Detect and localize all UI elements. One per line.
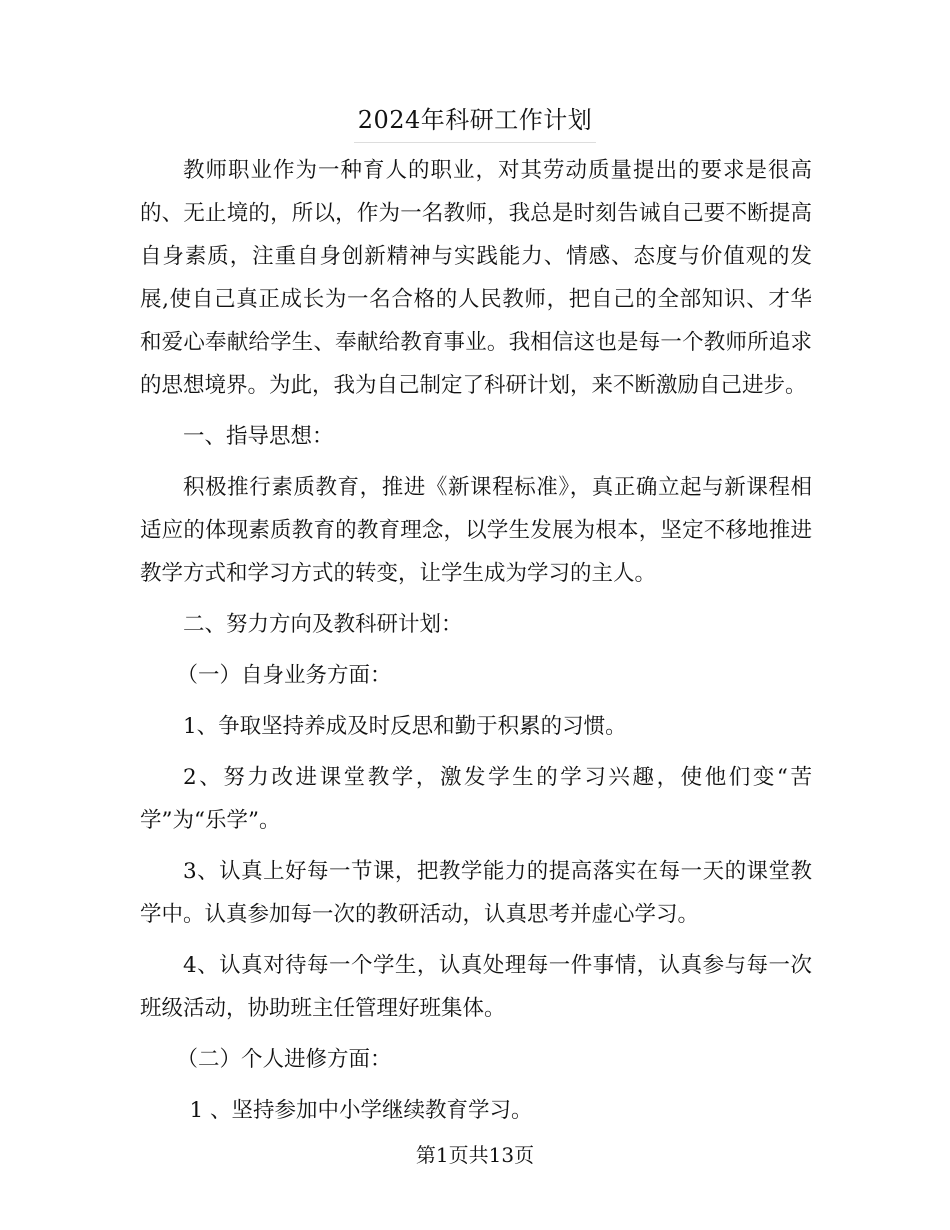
page-indicator: 第1页共13页 [415,1143,535,1167]
title-container [0,100,950,143]
guiding-ideology-paragraph: 积极推行素质教育，推进《新课程标准》，真正确立起与新课程相适应的体现素质教育的教育理念，以学生发展为根本，坚定不移地推进教学方式和学习方式的转变，让学生成为学习的主人。 [140,475,812,586]
subsection-heading-self-study: （二）个人进修方面： [176,1047,392,1072]
section-heading-direction-plan: 二、努力方向及教科研计划： [183,612,463,637]
list-item: 2、努力改进课堂教学，激发学生的学习兴趣，使他们变“苦学”为“乐学”。 [140,765,812,833]
document-title: 2024年科研工作计划 [354,100,597,143]
subsection-heading-professional: （一）自身业务方面： [176,663,392,688]
list-item: 4、认真对待每一个学生，认真处理每一件事情，认真参与每一次班级活动，协助班主任管理好班集体。 [140,953,812,1021]
intro-paragraph: 教师职业作为一种育人的职业，对其劳动质量提出的要求是很高的、无止境的，所以，作为一名教师，我总是时刻告诫自己要不断提高自身素质，注重自身创新精神与实践能力、情感、态度与价值观的发展,使自己真正成长为一名合格的人民教师，把自己的全部知识、才华和爱心奉献给学生、奉献给教育事业。我相信这也是每一个教师所追求的思想境界。为此，我为自己制定了科研计划，来不断激励自己进步。 [140,158,812,398]
list-item: 1、争取坚持养成及时反思和勤于积累的习惯。 [183,714,627,739]
section-heading-guiding-ideology: 一、指导思想： [183,424,334,449]
document-body [140,149,812,1132]
list-item: 3、认真上好每一节课，把教学能力的提高落实在每一天的课堂教学中。认真参加每一次的教研活动，认真思考并虚心学习。 [140,859,812,927]
list-item: 1 、坚持参加中小学继续教育学习。 [189,1098,533,1123]
